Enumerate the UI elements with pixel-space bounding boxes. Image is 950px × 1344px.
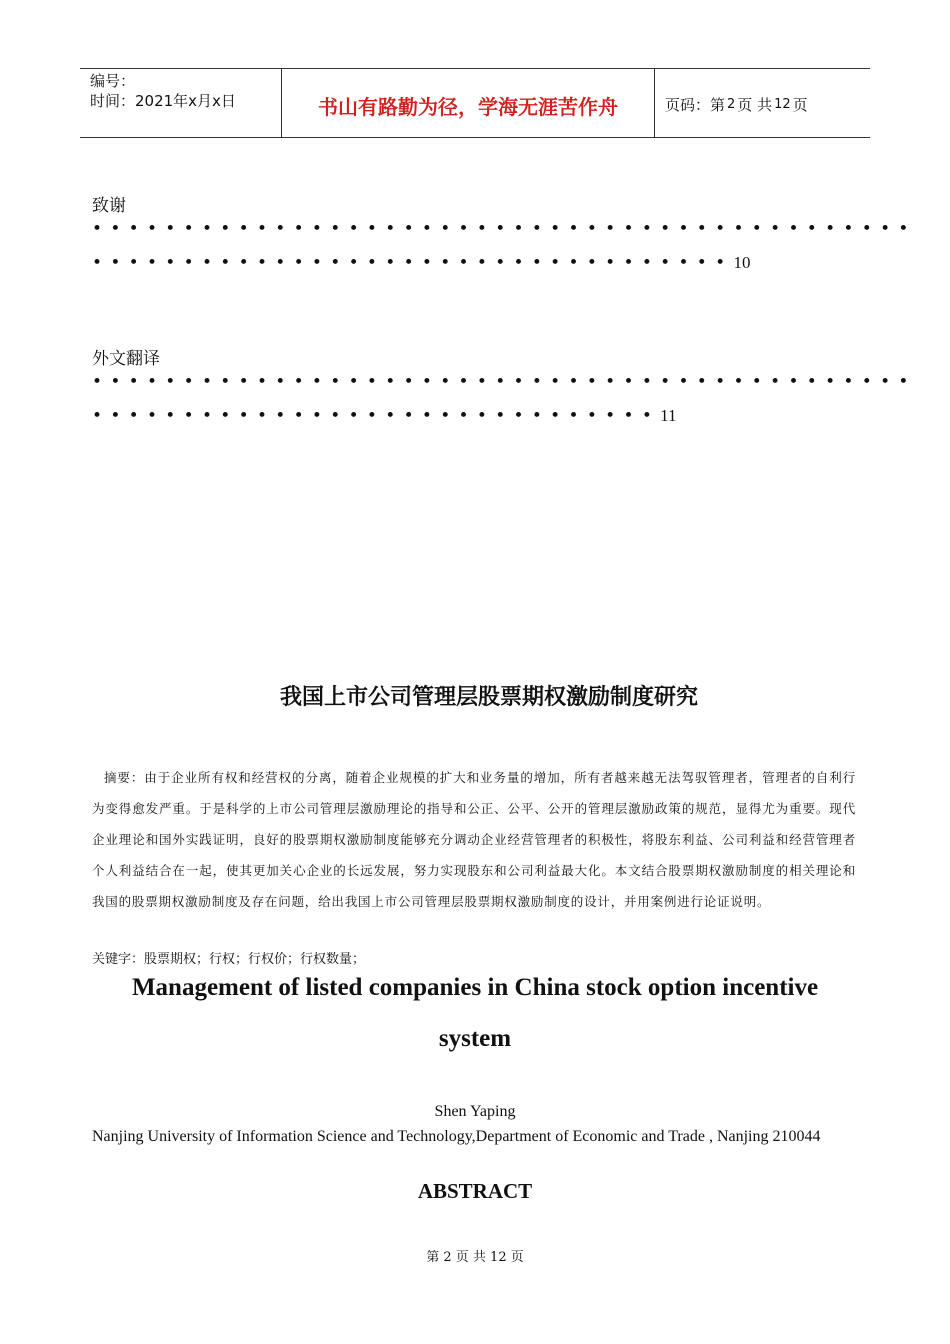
author-name: Shen Yaping — [434, 1103, 516, 1120]
header-meta — [80, 69, 281, 137]
header-date: 时间：2021年x月x日 — [90, 92, 236, 110]
paper-title-cn: 我国上市公司管理层股票期权激励制度研究 — [279, 685, 698, 710]
header-number-label: 编号： — [90, 72, 136, 90]
paper-title-en-line2: system — [438, 1025, 512, 1052]
header-page-suffix: 页 — [792, 95, 808, 114]
page-footer: 第 2 页 共 12 页 — [426, 1250, 524, 1265]
header-page-num: 2 — [727, 96, 736, 112]
toc-leader-dots: ••••••••••••••••••••••••••••••••••••••••••••• — [92, 372, 917, 392]
toc-title-translation: 外文翻译 — [92, 349, 160, 369]
header-page-total: 12 — [774, 96, 791, 112]
paper-title-en-line1: Management of listed companies in China stock option incentive — [131, 974, 819, 1001]
keywords: 关键字：股票期权；行权；行权价；行权数量； — [92, 952, 366, 967]
toc-page-number: 11 — [660, 406, 677, 425]
toc-leader-dots: ••••••••••••••••••••••••••••••• — [92, 406, 661, 426]
toc-leader-dots-end — [92, 406, 677, 426]
toc-leader-dots: ••••••••••••••••••••••••••••••••••• — [92, 253, 734, 273]
header-motto: 书山有路勤为径，学海无涯苦作舟 — [281, 69, 655, 137]
toc-title-acknowledgements: 致谢 — [92, 196, 126, 216]
header-page-prefix: 页码：第 — [665, 95, 726, 114]
header-page-info — [655, 69, 870, 137]
header-page-mid: 页 共 — [737, 95, 773, 114]
page-header — [80, 68, 870, 138]
abstract-heading: ABSTRACT — [417, 1179, 533, 1203]
abstract-cn: 摘要：由于企业所有权和经营权的分离，随着企业规模的扩大和业务量的增加，所有者越来越无法驾驭管理者，管理者的自利行为变得愈发严重。于是科学的上市公司管理层激励理论的指导和公正、公平、公开的管理层激励政策的规范，显得尤为重要。现代企业理论和国外实践证明，良好的股票期权激励制度能够充分调动企业经营管理者的积极性，将股东利益、公司利益和经营管理者个人利益结合在一起，使其更加关心企业的长远发展，努力实现股东和公司利益最大化。本文结合股票期权激励制度的相关理论和我国的股票期权激励制度及存在问题，给出我国上市公司管理层股票期权激励制度的设计，并用案例进行论证说明。 — [92, 770, 856, 909]
toc-leader-dots: ••••••••••••••••••••••••••••••••••••••••••••• — [92, 219, 917, 239]
toc-page-number: 10 — [733, 253, 751, 272]
toc-leader-dots-end — [92, 253, 750, 273]
author-affiliation: Nanjing University of Information Science and Technology,Department of Economic and Trade , Nanjing 210044 — [92, 1128, 821, 1145]
